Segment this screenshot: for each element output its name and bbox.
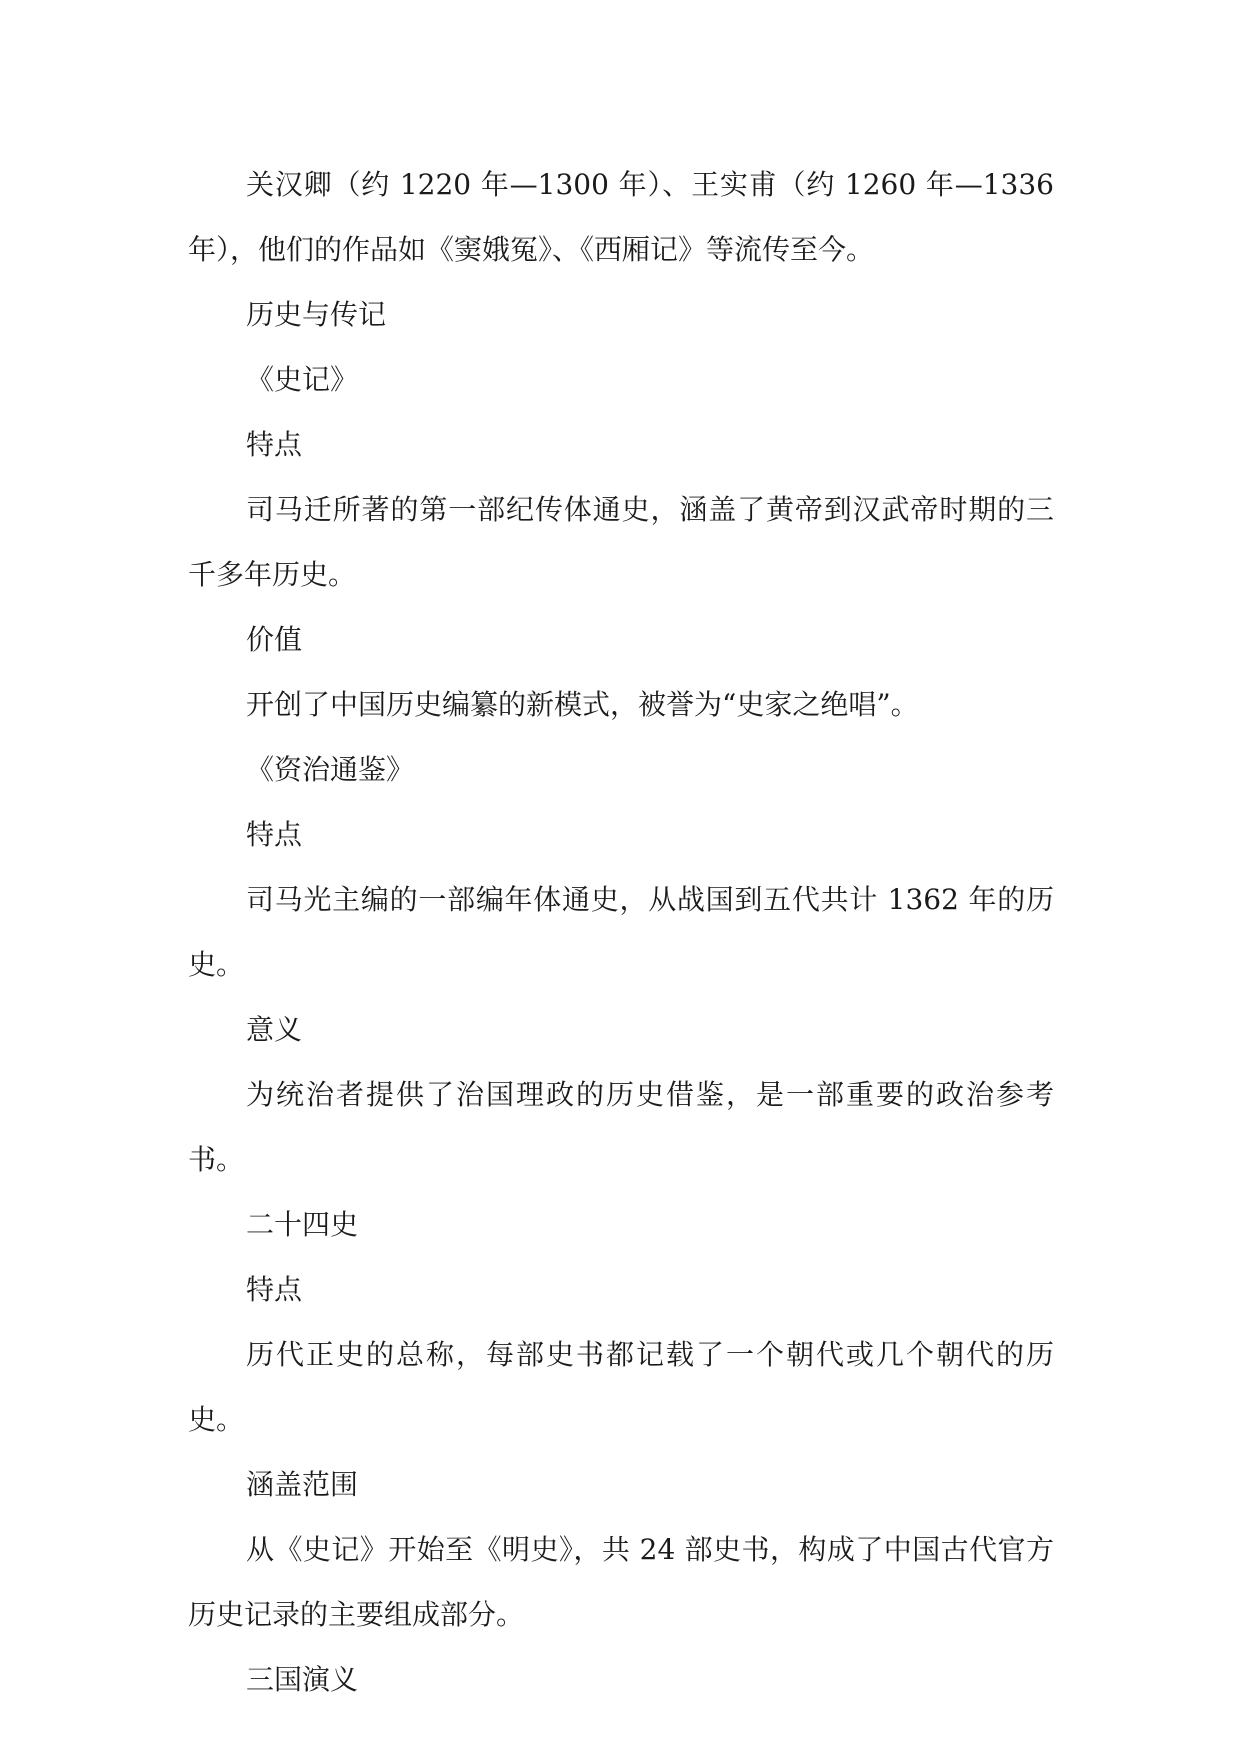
heading-zizhi-tongjian: 《资治通鉴》 — [246, 753, 415, 786]
heading-three-kingdoms: 三国演义 — [246, 1663, 359, 1696]
heading-shiji: 《史记》 — [246, 363, 359, 396]
heading-twenty-four-histories: 二十四史 — [246, 1208, 359, 1241]
paragraph-shiji-value: 开创了中国历史编纂的新模式，被誉为“史家之绝唱”。 — [246, 688, 919, 721]
subheading-features: 特点 — [246, 818, 303, 851]
subheading-scope: 涵盖范围 — [246, 1468, 359, 1501]
subheading-value: 价值 — [246, 623, 303, 656]
document-body — [188, 152, 1054, 1712]
paragraph-zizhi-features: 司马光主编的一部编年体通史，从战国到五代共计 1362 年的历史。 — [188, 883, 1054, 981]
paragraph-twenty-four-scope: 从《史记》开始至《明史》，共 24 部史书，构成了中国古代官方历史记录的主要组成部分。 — [188, 1533, 1054, 1631]
paragraph-playwrights: 关汉卿（约 1220 年—1300 年）、王实甫（约 1260 年—1336 年），他们的作品如《窦娥冤》、《西厢记》等流传至今。 — [188, 168, 1054, 266]
subheading-features: 特点 — [246, 1273, 303, 1306]
paragraph-zizhi-significance: 为统治者提供了治国理政的历史借鉴，是一部重要的政治参考书。 — [188, 1078, 1054, 1176]
subheading-significance: 意义 — [246, 1013, 303, 1046]
heading-history-biography: 历史与传记 — [246, 298, 387, 331]
paragraph-twenty-four-features: 历代正史的总称，每部史书都记载了一个朝代或几个朝代的历史。 — [188, 1338, 1054, 1436]
subheading-features: 特点 — [246, 428, 303, 461]
paragraph-shiji-features: 司马迁所著的第一部纪传体通史，涵盖了黄帝到汉武帝时期的三千多年历史。 — [188, 493, 1054, 591]
